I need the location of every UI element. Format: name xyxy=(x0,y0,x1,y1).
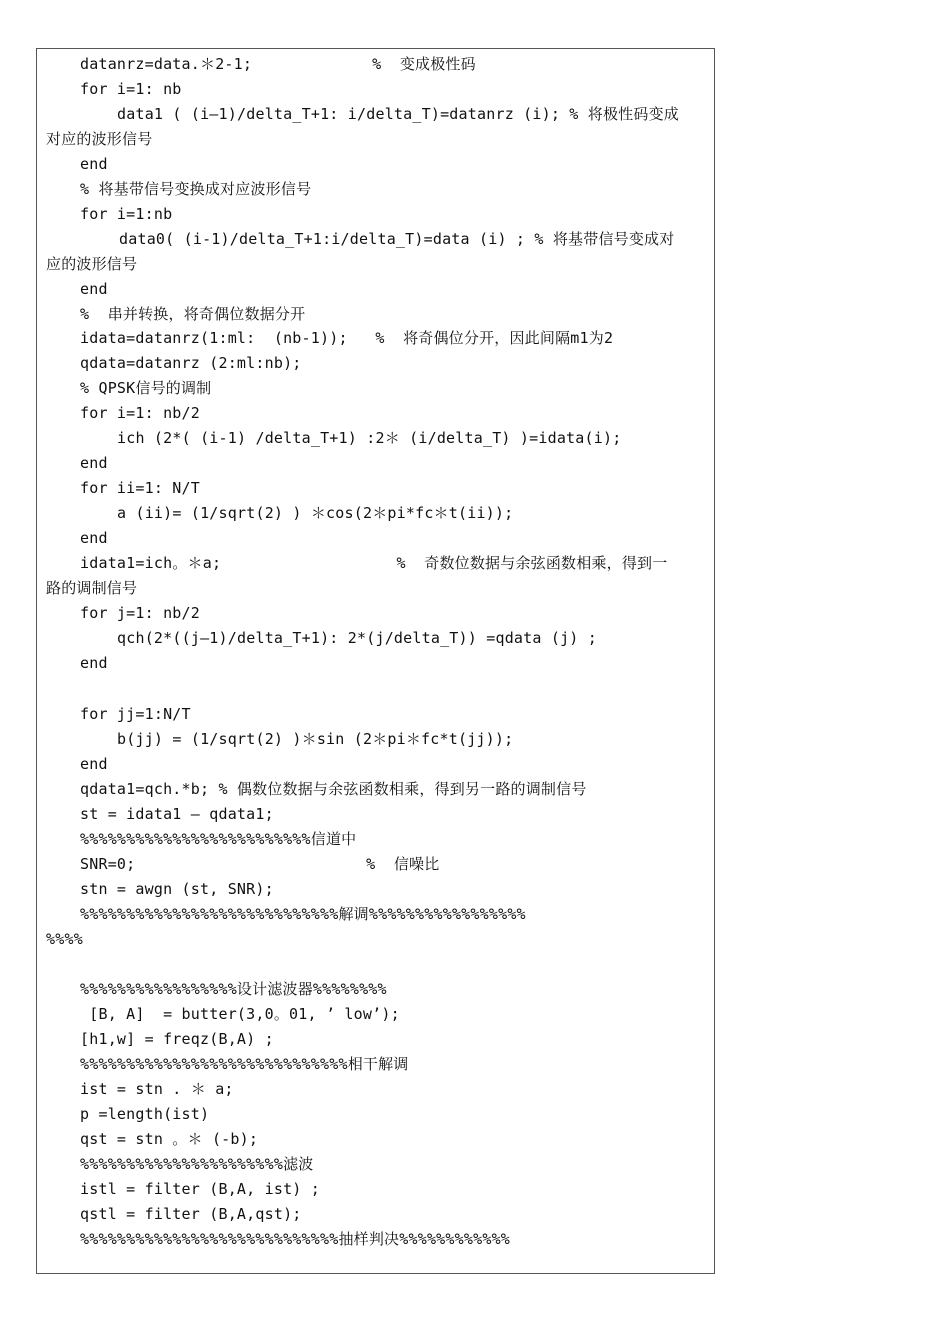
code-line: qdata=datanrz (2:ml:nb); xyxy=(80,354,302,372)
code-line: qdata1=qch.*b; % 偶数位数据与余弦函数相乘，得到另一路的调制信号 xyxy=(80,780,587,798)
code-line: datanrz=data.＊2-1; % 变成极性码 xyxy=(80,55,476,73)
code-line: % 串并转换，将奇偶位数据分开 xyxy=(80,305,306,323)
code-line: st = idata1 — qdata1; xyxy=(80,805,274,823)
code-line: 路的调制信号 xyxy=(46,579,138,597)
code-line: p =length(ist) xyxy=(80,1105,210,1123)
code-line: for i=1: nb/2 xyxy=(80,404,200,422)
code-line: qch(2*((j—1)/delta_T+1): 2*(j/delta_T)) =qdata (j) ; xyxy=(117,629,597,647)
code-line: ist = stn . ＊ a; xyxy=(80,1080,234,1098)
code-line: for jj=1:N/T xyxy=(80,705,191,723)
code-line: end xyxy=(80,454,108,472)
code-line: 对应的波形信号 xyxy=(46,130,153,148)
code-line: idata1=ich。＊a; % 奇数位数据与余弦函数相乘，得到一 xyxy=(80,554,668,572)
code-line: %%%%%%%%%%%%%%%%%%%%%%%%%%%%解调%%%%%%%%%%%%%%%%% xyxy=(80,905,526,923)
code-line: %%%%%%%%%%%%%%%%%设计滤波器%%%%%%%% xyxy=(80,980,387,998)
code-line: ich (2*( (i-1) /delta_T+1) :2＊ (i/delta_T) )=idata(i); xyxy=(117,429,622,447)
code-line: for j=1: nb/2 xyxy=(80,604,200,622)
code-line: SNR=0; % 信噪比 xyxy=(80,855,440,873)
code-line: end xyxy=(80,155,108,173)
code-line: for ii=1: N/T xyxy=(80,479,200,497)
code-line: %%%%%%%%%%%%%%%%%%%%%%滤波 xyxy=(80,1155,314,1173)
code-line: end xyxy=(80,654,108,672)
code-line: qstl = filter (B,A,qst); xyxy=(80,1205,302,1223)
code-line: data0( (i-1)/delta_T+1:i/delta_T)=data (i) ; % 将基带信号变成对 xyxy=(119,230,675,248)
code-line: end xyxy=(80,755,108,773)
code-line: %%%% xyxy=(46,930,83,948)
code-line: [B, A] = butter(3,0。01, ’ low’); xyxy=(80,1005,400,1023)
code-line: 应的波形信号 xyxy=(46,255,138,273)
code-line: idata=datanrz(1:ml: (nb-1)); % 将奇偶位分开，因此间隔m1为2 xyxy=(80,329,614,347)
code-line: %%%%%%%%%%%%%%%%%%%%%%%%%信道中 xyxy=(80,830,357,848)
code-line: %%%%%%%%%%%%%%%%%%%%%%%%%%%%抽样判决%%%%%%%%%%%% xyxy=(80,1230,511,1248)
code-line: stn = awgn (st, SNR); xyxy=(80,880,274,898)
code-line: end xyxy=(80,529,108,547)
code-line: % 将基带信号变换成对应波形信号 xyxy=(80,180,312,198)
code-line: b(jj) = (1/sqrt(2) )＊sin (2＊pi＊fc*t(jj)); xyxy=(117,730,514,748)
code-line: data1 ( (i—1)/delta_T+1: i/delta_T)=datanrz (i); % 将极性码变成 xyxy=(117,105,679,123)
code-line: end xyxy=(80,280,108,298)
code-line: qst = stn 。＊ (-b); xyxy=(80,1130,259,1148)
code-line: %%%%%%%%%%%%%%%%%%%%%%%%%%%%%相干解调 xyxy=(80,1055,409,1073)
code-line: for i=1:nb xyxy=(80,205,173,223)
code-line: % QPSK信号的调制 xyxy=(80,379,212,397)
code-line: [h1,w] = freqz(B,A) ; xyxy=(80,1030,274,1048)
code-line: istl = filter (B,A, ist) ; xyxy=(80,1180,320,1198)
code-line: for i=1: nb xyxy=(80,80,182,98)
code-line: a (ii)= (1/sqrt(2) ) ＊cos(2＊pi*fc＊t(ii)); xyxy=(117,504,514,522)
